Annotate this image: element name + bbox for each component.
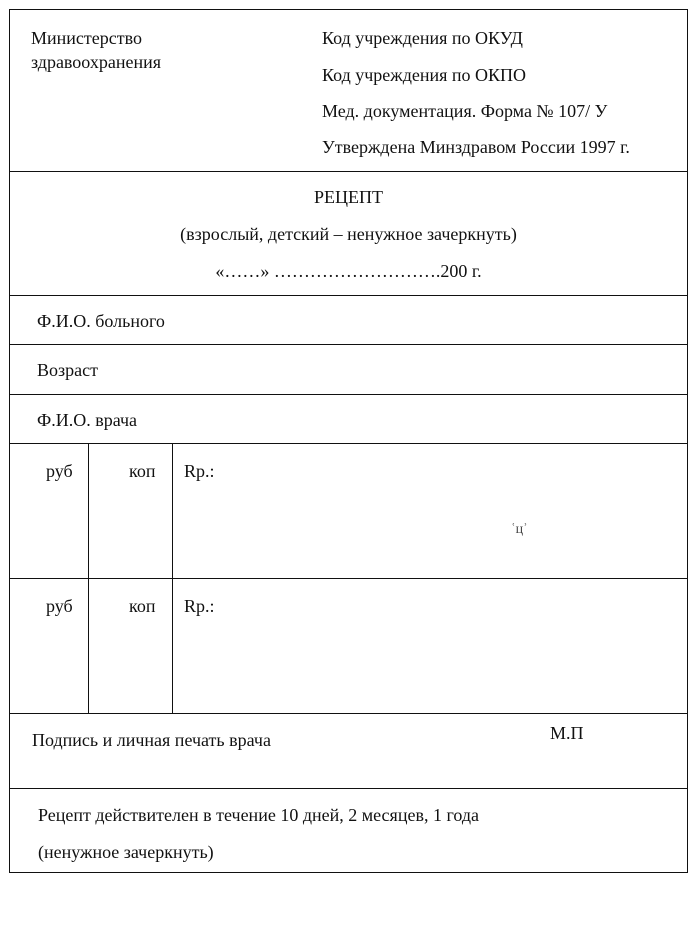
patient-name-label: Ф.И.О. больного	[37, 311, 165, 331]
column-divider	[88, 443, 89, 713]
validity-note: (ненужное зачеркнуть)	[38, 842, 214, 862]
form-number: Мед. документация. Форма № 107/ У	[322, 101, 608, 121]
kop-label: коп	[129, 596, 156, 616]
rub-label: руб	[46, 461, 73, 481]
validity-text: Рецепт действителен в течение 10 дней, 2 месяцев, 1 года	[38, 805, 480, 825]
approval-note: Утверждена Минздравом России 1997 г.	[322, 137, 630, 157]
divider	[10, 788, 687, 789]
ink-mark: ʿцʾ	[511, 522, 528, 537]
rp-label: Rp.:	[184, 596, 215, 616]
okud-code-label: Код учреждения по ОКУД	[322, 28, 523, 48]
divider	[10, 394, 687, 395]
rub-label: руб	[46, 596, 73, 616]
age-label: Возраст	[37, 360, 98, 380]
column-divider	[172, 443, 173, 713]
divider	[10, 443, 687, 444]
divider	[10, 171, 687, 172]
form-title: РЕЦЕПТ	[314, 187, 383, 207]
seal-mark: М.П	[550, 723, 584, 743]
divider	[10, 344, 687, 345]
kop-label: коп	[129, 461, 156, 481]
okpo-code-label: Код учреждения по ОКПО	[322, 65, 527, 85]
form-subtitle: (взрослый, детский – ненужное зачеркнуть)	[180, 224, 517, 244]
divider	[10, 578, 687, 579]
ministry-line2: здравоохранения	[31, 52, 162, 72]
divider	[10, 295, 687, 296]
signature-label: Подпись и личная печать врача	[32, 730, 271, 750]
rp-label: Rp.:	[184, 461, 215, 481]
date-line: «……» ……………………….200 г.	[215, 261, 482, 281]
divider	[10, 713, 687, 714]
doctor-name-label: Ф.И.О. врача	[37, 410, 138, 430]
prescription-form	[9, 9, 688, 873]
ministry-line1: Министерство	[31, 28, 142, 48]
